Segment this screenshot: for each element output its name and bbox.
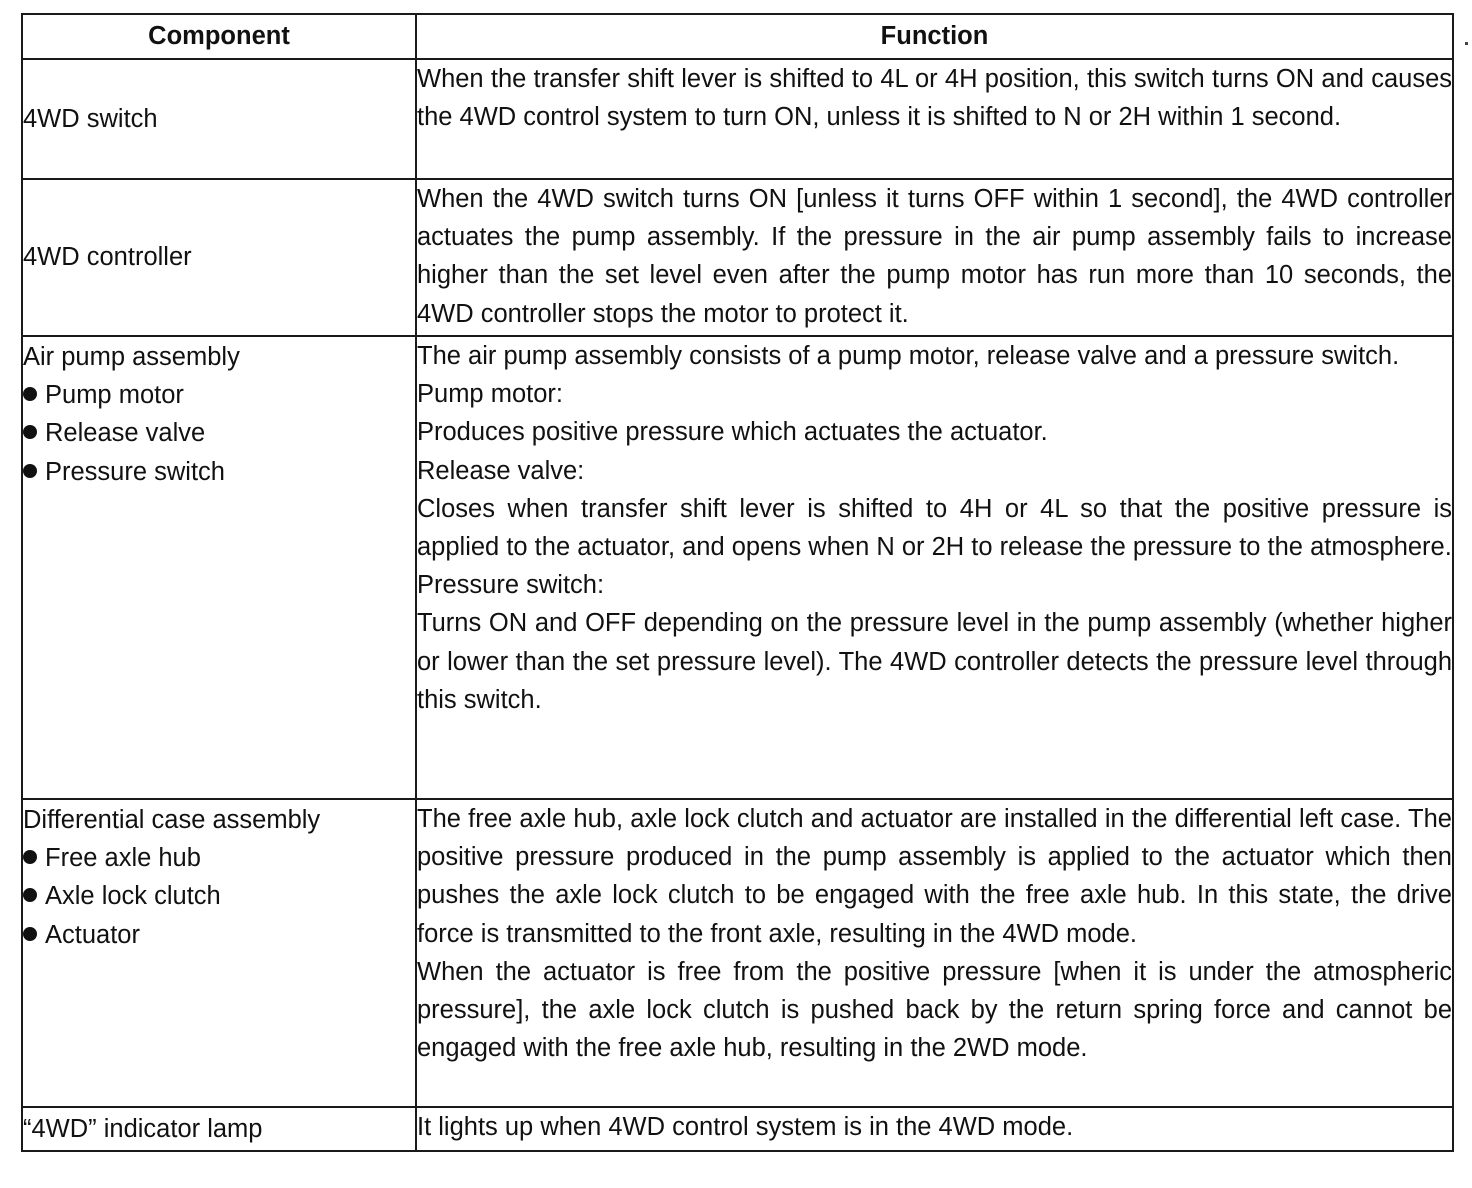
sub-component-label: Pump motor [45, 381, 184, 410]
header-row [22, 14, 1453, 59]
sub-component-item [23, 877, 415, 915]
component-function-table [21, 13, 1454, 1152]
bullet-icon [23, 850, 37, 864]
table-row [22, 336, 1453, 799]
function-text: When the 4WD switch turns ON [unless it turns OFF within 1 second], the 4WD controller actuates the pump assembly. If the pressure in the air pump assembly fails to increase higher than the set level even after the pump motor has run more than 10 seconds, the 4WD controller stops the motor to protect it. [417, 185, 1452, 328]
component-cell [22, 336, 416, 799]
sub-component-label: Release valve [45, 419, 206, 448]
function-cell [416, 59, 1453, 179]
sub-component-item [23, 453, 415, 491]
function-text: Produces positive pressure which actuates the actuator. [417, 418, 1048, 447]
header-component: Component [22, 14, 416, 59]
function-text: When the actuator is free from the positive pressure [when it is under the atmospheric pressure], the axle lock clutch is pushed back by the return spring force and cannot be engaged with the free axle hub, resulting in the 2WD mode. [417, 957, 1452, 1063]
scan-speck [1465, 42, 1468, 45]
function-text: It lights up when 4WD control system is in the 4WD mode. [417, 1113, 1074, 1141]
function-subheading: Pressure switch: [417, 571, 605, 600]
component-cell [22, 1107, 416, 1151]
function-subheading: Pump motor: [417, 380, 563, 409]
component-cell [22, 179, 416, 336]
function-text: Turns ON and OFF depending on the pressure level in the pump assembly (whether higher or lower than the set pressure level). The 4WD controller detects the pressure level through this switch. [417, 609, 1452, 714]
component-name: Air pump assembly [23, 343, 240, 371]
component-name: “4WD” indicator lamp [23, 1114, 263, 1143]
function-text: When the transfer shift lever is shifted to 4L or 4H position, this switch turns ON and causes the 4WD control system to turn ON, unless it is shifted to N or 2H within 1 second. [417, 65, 1452, 132]
sub-component-label: Pressure switch [45, 457, 225, 486]
bullet-icon [23, 888, 37, 902]
component-cell [22, 59, 416, 179]
function-cell [416, 336, 1453, 799]
function-cell [416, 179, 1453, 336]
table-row [22, 1107, 1453, 1151]
component-name: 4WD switch [23, 104, 158, 133]
header-function: Function [416, 14, 1453, 59]
bullet-icon [23, 387, 37, 401]
component-cell [22, 799, 416, 1107]
sub-component-item [23, 916, 415, 954]
sub-component-label: Actuator [45, 920, 140, 949]
table-row [22, 59, 1453, 179]
sub-component-item [23, 376, 415, 414]
function-cell [416, 1107, 1453, 1151]
function-text: The free axle hub, axle lock clutch and actuator are installed in the differential left case. The positive pressure produced in the pump assembly is applied to the actuator which then pushes the axle lock clutch to be engaged with the free axle hub. In this state, the drive force is transmitted to the front axle, resulting in the 4WD mode. [417, 805, 1452, 948]
function-text: The air pump assembly consists of a pump motor, release valve and a pressure switch. [417, 342, 1400, 370]
function-text: Closes when transfer shift lever is shifted to 4H or 4L so that the positive pressure is applied to the actuator, and opens when N or 2H to release the pressure to the atmosphere. [417, 494, 1452, 562]
component-name: Differential case assembly [23, 806, 321, 834]
sub-component-item [23, 414, 415, 452]
sub-component-label: Axle lock clutch [45, 882, 221, 911]
sub-component-item [23, 839, 415, 877]
function-cell [416, 799, 1453, 1107]
bullet-icon [23, 927, 37, 941]
sub-component-label: Free axle hub [45, 844, 201, 873]
table-row [22, 799, 1453, 1107]
table-row [22, 179, 1453, 336]
component-name: 4WD controller [23, 243, 192, 272]
function-subheading: Release valve: [417, 456, 585, 485]
bullet-icon [23, 464, 37, 478]
bullet-icon [23, 425, 37, 439]
